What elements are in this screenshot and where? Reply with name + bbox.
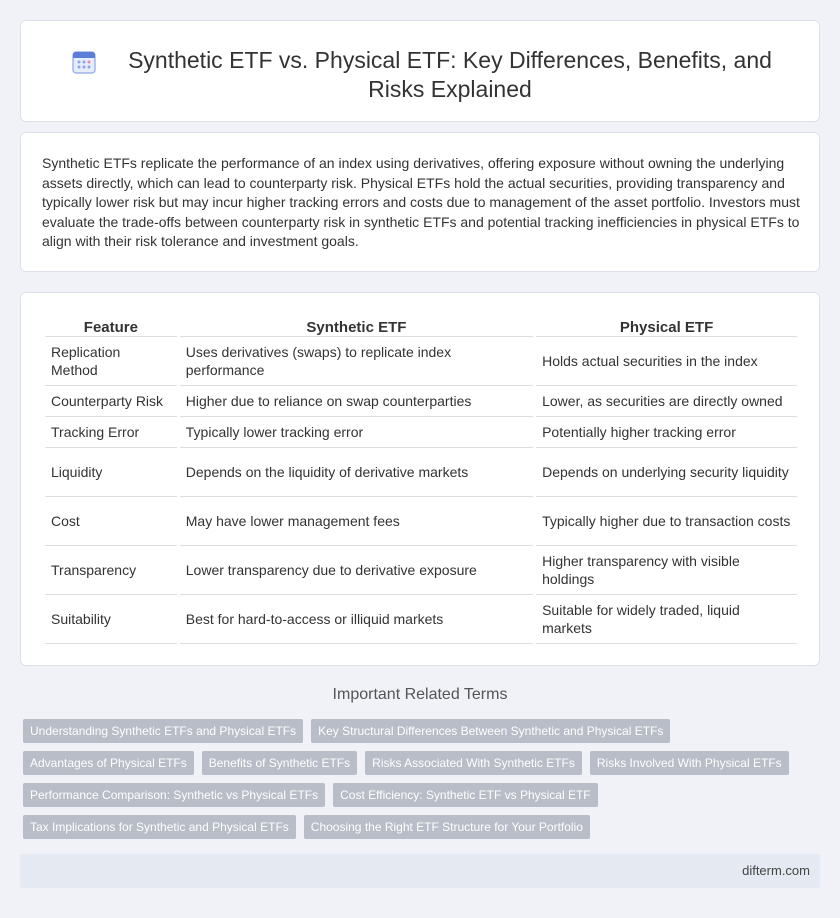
- cell-physical: Potentially higher tracking error: [536, 417, 797, 448]
- summary-card: [20, 132, 820, 272]
- table-row: [45, 386, 797, 417]
- related-term-tag[interactable]: Choosing the Right ETF Structure for Your Portfolio: [304, 815, 590, 839]
- related-term-tag[interactable]: Cost Efficiency: Synthetic ETF vs Physical ETF: [333, 783, 598, 807]
- related-term-tag[interactable]: Benefits of Synthetic ETFs: [202, 751, 357, 775]
- cell-synthetic: Lower transparency due to derivative exposure: [180, 546, 533, 595]
- header-feature: Feature: [45, 317, 177, 337]
- header-physical-etf: Physical ETF: [536, 317, 797, 337]
- cell-synthetic: Uses derivatives (swaps) to replicate index performance: [180, 337, 533, 386]
- header-synthetic-etf: Synthetic ETF: [180, 317, 533, 337]
- tag-row: [23, 783, 813, 807]
- cell-physical: Higher transparency with visible holdings: [536, 546, 797, 595]
- related-term-tag[interactable]: Key Structural Differences Between Synthetic and Physical ETFs: [311, 719, 670, 743]
- table-row: [45, 546, 797, 595]
- table-row: [45, 337, 797, 386]
- cell-synthetic: Higher due to reliance on swap counterparties: [180, 386, 533, 417]
- related-term-tag[interactable]: Risks Involved With Physical ETFs: [590, 751, 789, 775]
- cell-feature: Counterparty Risk: [45, 386, 177, 417]
- footer: [20, 854, 820, 888]
- summary-text: Synthetic ETFs replicate the performance of an index using derivatives, offering exposure without owning the underlying assets directly, which can lead to counterparty risk. Physical ETFs hold the actual securities, providing transparency and typically lower risk but may incur higher tracking errors and costs due to management of the asset portfolio. Investors must evaluate the trade-offs between counterparty risk in synthetic ETFs and potential tracking inefficiencies in physical ETFs to align with their risk tolerance and investment goals.: [42, 155, 800, 250]
- page-title: Synthetic ETF vs. Physical ETF: Key Differences, Benefits, and Risks Explained: [128, 47, 772, 102]
- header: [71, 46, 811, 104]
- tag-row: [23, 751, 813, 775]
- cell-synthetic: Best for hard-to-access or illiquid markets: [180, 595, 533, 644]
- header-card: [20, 20, 820, 122]
- calendar-icon: [71, 49, 97, 75]
- related-terms-title: Important Related Terms: [332, 686, 508, 703]
- cell-feature: Tracking Error: [45, 417, 177, 448]
- cell-physical: Typically higher due to transaction costs: [536, 497, 797, 546]
- cell-feature: Transparency: [45, 546, 177, 595]
- table-row: [45, 497, 797, 546]
- related-term-tag[interactable]: Tax Implications for Synthetic and Physical ETFs: [23, 815, 296, 839]
- cell-physical: Lower, as securities are directly owned: [536, 386, 797, 417]
- cell-feature: Liquidity: [45, 448, 177, 497]
- tag-row: [23, 815, 813, 839]
- table-row: [45, 448, 797, 497]
- cell-synthetic: Depends on the liquidity of derivative markets: [180, 448, 533, 497]
- table-row: [45, 417, 797, 448]
- related-terms: [23, 719, 813, 847]
- cell-feature: Suitability: [45, 595, 177, 644]
- related-term-tag[interactable]: Understanding Synthetic ETFs and Physical ETFs: [23, 719, 303, 743]
- cell-feature: Replication Method: [45, 337, 177, 386]
- cell-synthetic: Typically lower tracking error: [180, 417, 533, 448]
- footer-site-link[interactable]: difterm.com: [742, 863, 810, 878]
- comparison-table-card: [20, 292, 820, 666]
- tag-row: [23, 719, 813, 743]
- related-term-tag[interactable]: Risks Associated With Synthetic ETFs: [365, 751, 582, 775]
- cell-physical: Depends on underlying security liquidity: [536, 448, 797, 497]
- comparison-table: [42, 317, 800, 644]
- related-term-tag[interactable]: Performance Comparison: Synthetic vs Physical ETFs: [23, 783, 325, 807]
- related-term-tag[interactable]: Advantages of Physical ETFs: [23, 751, 194, 775]
- table-header-row: [45, 317, 797, 337]
- cell-feature: Cost: [45, 497, 177, 546]
- cell-physical: Holds actual securities in the index: [536, 337, 797, 386]
- table-row: [45, 595, 797, 644]
- cell-synthetic: May have lower management fees: [180, 497, 533, 546]
- cell-physical: Suitable for widely traded, liquid markets: [536, 595, 797, 644]
